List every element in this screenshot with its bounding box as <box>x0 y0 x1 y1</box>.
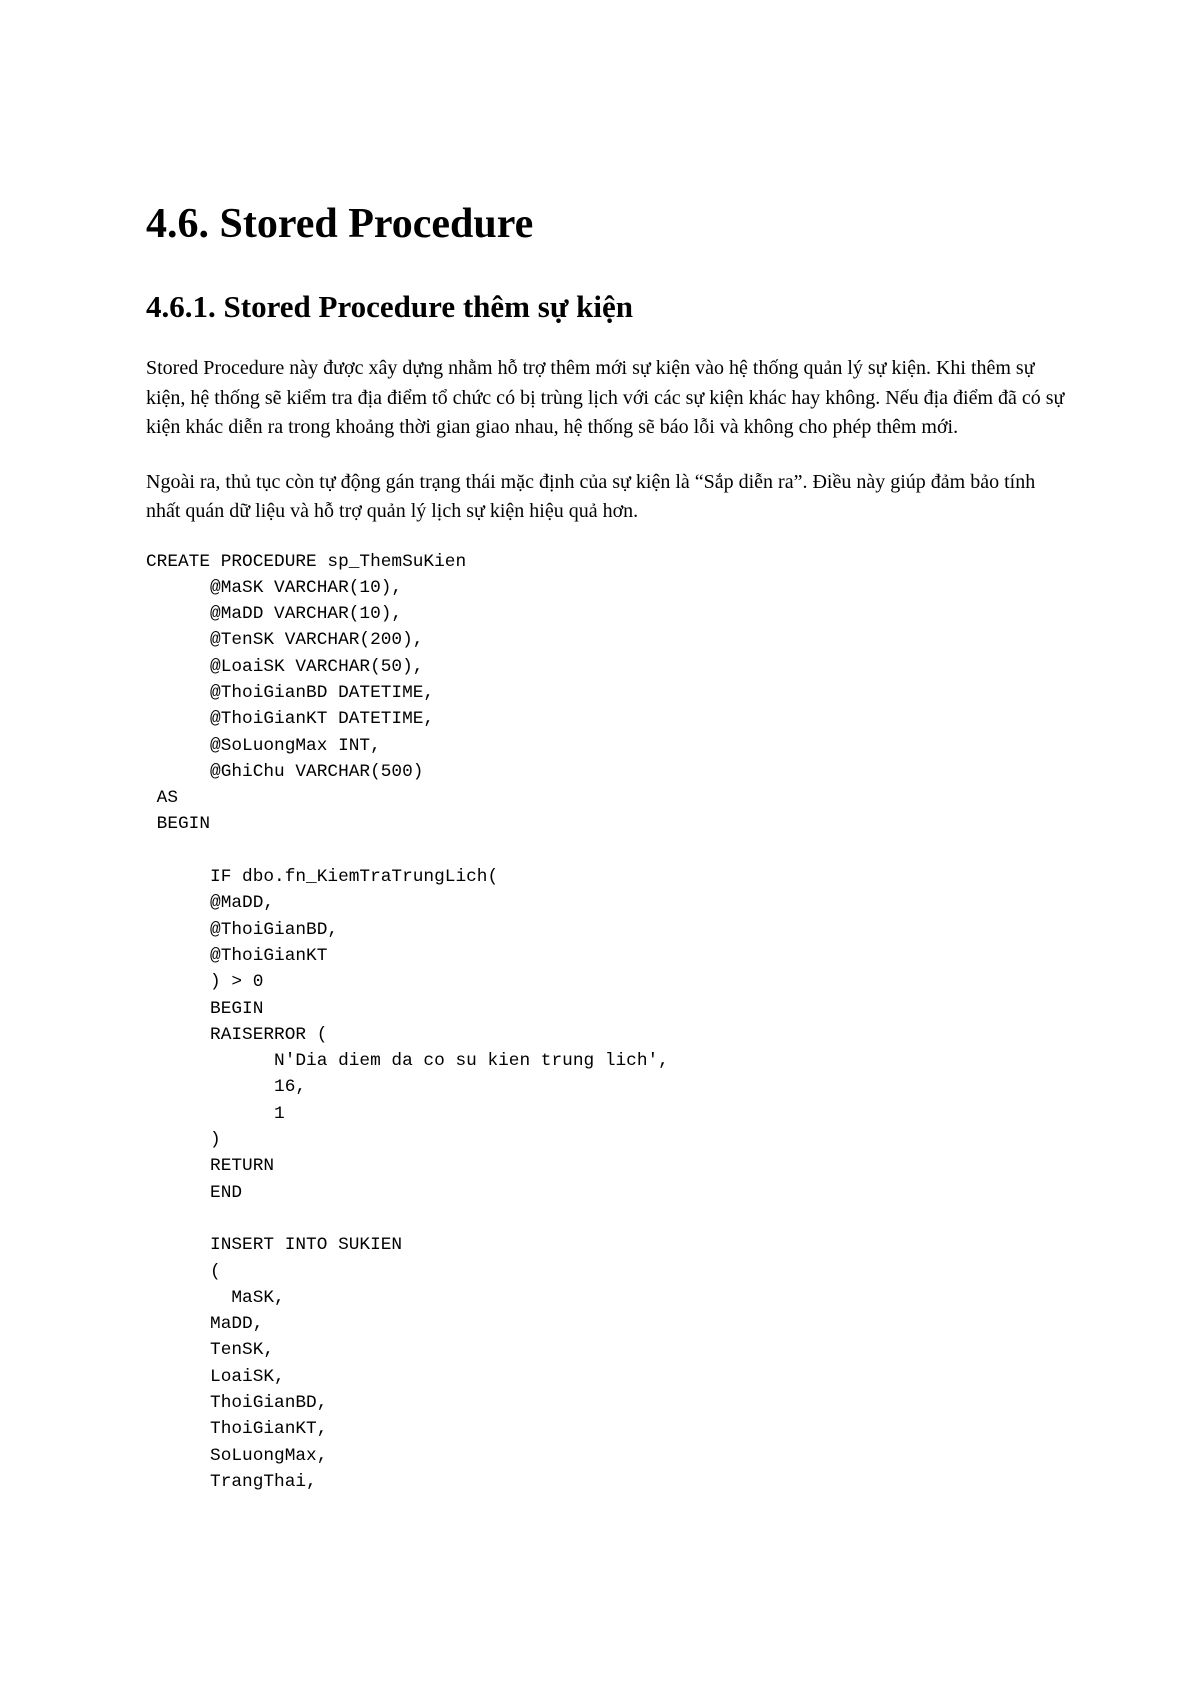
intro-paragraph: Stored Procedure này được xây dựng nhằm hỗ trợ thêm mới sự kiện vào hệ thống quản lý sự kiện. Khi thêm sự kiện, hệ thống sẽ kiểm tra địa điểm tổ chức có bị trùng lịch với các sự kiện khác hay không. Nếu địa điểm đã có sự kiện khác diễn ra trong khoảng thời gian giao nhau, hệ thống sẽ báo lỗi và không cho phép thêm mới. <box>146 357 1065 438</box>
sql-code-block: CREATE PROCEDURE sp_ThemSuKien @MaSK VARCHAR(10), @MaDD VARCHAR(10), @TenSK VARCHAR(200), @LoaiSK VARCHAR(50), @ThoiGianBD DATETIME, @ThoiGianKT DATETIME, @SoLuongMax INT, @GhiChu VARCHAR(500) AS BEGIN IF dbo.fn_KiemTraTrungLich( @MaDD, @ThoiGianBD, @ThoiGianKT ) > 0 BEGIN RAISERROR ( N'Dia diem da co su kien trung lich', 16, 1 ) RETURN END INSERT INTO SUKIEN ( MaSK, MaDD, TenSK, LoaiSK, ThoiGianBD, ThoiGianKT, SoLuongMax, TrangThai, <box>146 551 669 1492</box>
page-content <box>146 196 1066 1495</box>
subsection-heading: 4.6.1. Stored Procedure thêm sự kiện <box>146 289 634 324</box>
detail-paragraph: Ngoài ra, thủ tục còn tự động gán trạng thái mặc định của sự kiện là “Sắp diễn ra”. Điều này giúp đảm bảo tính nhất quán dữ liệu và hỗ trợ quản lý lịch sự kiện hiệu quả hơn. <box>146 470 1036 522</box>
section-heading: 4.6. Stored Procedure <box>146 201 534 247</box>
